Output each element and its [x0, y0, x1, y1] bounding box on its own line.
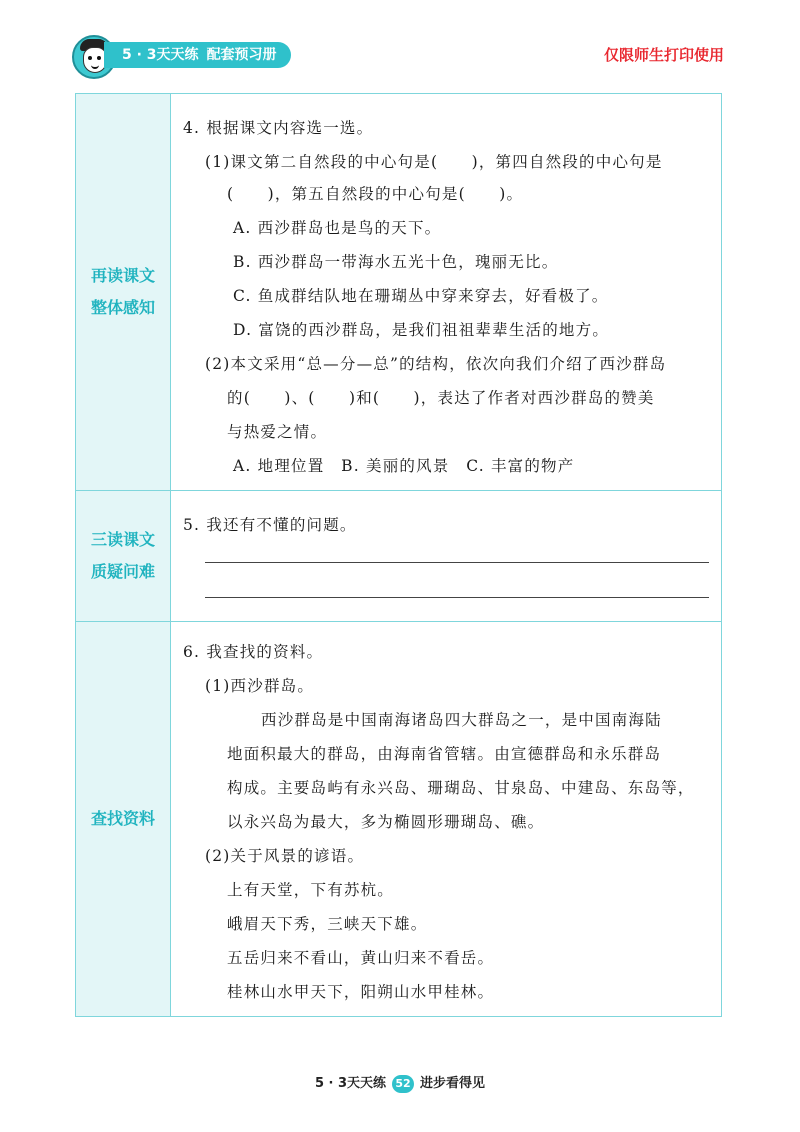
question-4-title: 4. 根据课文内容选一选。 — [183, 119, 374, 137]
page-footer — [0, 1072, 800, 1093]
question-4-part2-line3: 与热爱之情。 — [227, 423, 328, 441]
footer-brand: 5 · 3天天练 — [314, 1076, 387, 1091]
option-d: D. 富饶的西沙群岛，是我们祖祖辈辈生活的地方。 — [233, 321, 610, 339]
answer-line[interactable] — [205, 597, 709, 598]
research-paragraph-line3: 构成。主要岛屿有永兴岛、珊瑚岛、甘泉岛、中建岛、东岛等， — [227, 779, 695, 797]
proverb-1: 上有天堂，下有苏杭。 — [227, 881, 395, 899]
option-a: A. 西沙群岛也是鸟的天下。 — [233, 219, 442, 237]
research-paragraph-line2: 地面积最大的群岛，由海南省管辖。由宣德群岛和永乐群岛 — [227, 745, 662, 763]
proverb-2: 峨眉天下秀，三峡天下雄。 — [227, 915, 428, 933]
section-label-reread: 再读课文 整体感知 — [76, 94, 171, 490]
page-number: 52 — [392, 1075, 414, 1093]
section-label-question: 三读课文 质疑问难 — [76, 491, 171, 621]
research-paragraph-line4: 以永兴岛为最大，多为椭圆形珊瑚岛、礁。 — [227, 813, 545, 831]
proverb-4: 桂林山水甲天下，阳朔山水甲桂林。 — [227, 983, 495, 1001]
section-reread — [76, 94, 721, 491]
research-part2-title: (2)关于风景的谚语。 — [205, 847, 365, 865]
section-content-question — [171, 491, 721, 621]
question-4-part2-line1: (2)本文采用“总—分—总”的结构，依次向我们介绍了西沙群岛 — [205, 355, 667, 373]
question-4-part1-line1: (1)课文第二自然段的中心句是( )，第四自然段的中心句是 — [205, 153, 663, 171]
option-b: B. 西沙群岛一带海水五光十色，瑰丽无比。 — [233, 253, 559, 271]
answer-line[interactable] — [205, 562, 709, 563]
section-research — [76, 622, 721, 1016]
research-paragraph-line1: 西沙群岛是中国南海诸岛四大群岛之一，是中国南海陆 — [261, 711, 662, 729]
question-4-part2-line2: 的( )、( )和( )，表达了作者对西沙群岛的赞美 — [227, 389, 655, 407]
question-4-part1-line2: ( )，第五自然段的中心句是( )。 — [227, 185, 524, 203]
brand-name: 5 · 3天天练 — [122, 47, 199, 63]
section-content-reread — [171, 94, 721, 490]
brand-banner — [104, 42, 291, 68]
print-note: 仅限师生打印使用 — [603, 46, 724, 64]
question-5-title: 5. 我还有不懂的问题。 — [183, 516, 357, 534]
section-content-research — [171, 622, 721, 1016]
option-c: C. 鱼成群结队地在珊瑚丛中穿来穿去，好看极了。 — [233, 287, 609, 305]
footer-slogan: 进步看得见 — [420, 1076, 486, 1091]
question-6-title: 6. 我查找的资料。 — [183, 643, 324, 661]
question-4-part2-options: A. 地理位置 B. 美丽的风景 C. 丰富的物产 — [233, 457, 575, 475]
worksheet-table — [75, 93, 722, 1017]
section-question — [76, 491, 721, 622]
page-header — [0, 0, 800, 90]
proverb-3: 五岳归来不看山，黄山归来不看岳。 — [227, 949, 495, 967]
section-label-research: 查找资料 — [76, 622, 171, 1016]
brand-subtitle: 配套预习册 — [206, 47, 277, 63]
research-part1-title: (1)西沙群岛。 — [205, 677, 315, 695]
